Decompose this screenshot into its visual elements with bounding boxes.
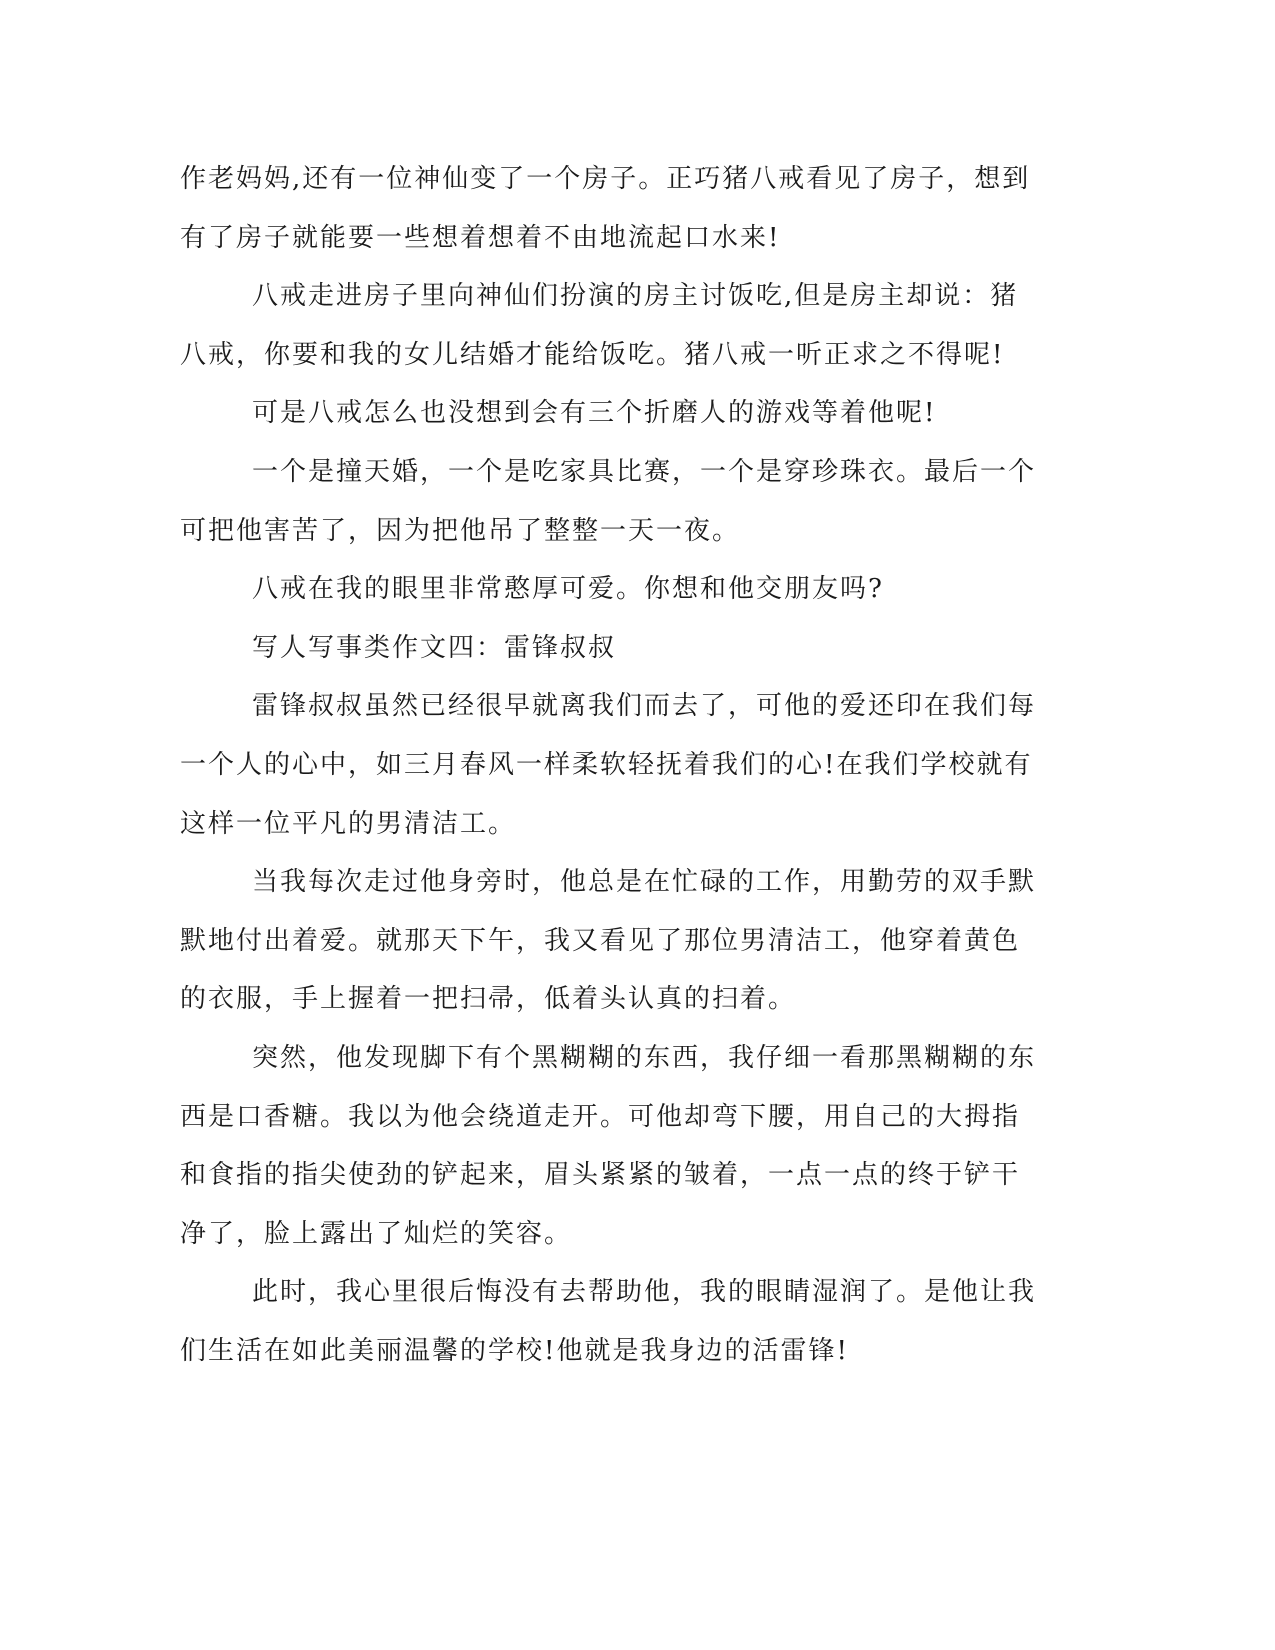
paragraph-4: 一个是撞天婚，一个是吃家具比赛，一个是穿珍珠衣。最后一个可把他害苦了，因为把他吊了整整一天一夜。 <box>180 456 1037 546</box>
section-heading: 写人写事类作文四：雷锋叔叔 <box>252 632 617 663</box>
paragraph-5: 八戒在我的眼里非常憨厚可爱。你想和他交朋友吗? <box>252 574 884 605</box>
paragraph-2: 八戒走进房子里向神仙们扮演的房主讨饭吃,但是房主却说：猪八戒，你要和我的女儿结婚才能给饭吃。猪八戒一听正求之不得呢! <box>180 281 1019 370</box>
paragraph-3: 可是八戒怎么也没想到会有三个折磨人的游戏等着他呢! <box>252 398 937 429</box>
paragraph-7: 雷锋叔叔虽然已经很早就离我们而去了，可他的爱还印在我们每一个人的心中，如三月春风一样柔软轻抚着我们的心!在我们学校就有这样一位平凡的男清洁工。 <box>180 691 1037 839</box>
paragraph-10: 此时，我心里很后悔没有去帮助他，我的眼睛湿润了。是他让我们生活在如此美丽温馨的学校!他就是我身边的活雷锋! <box>180 1277 1037 1366</box>
paragraph-1: 作老妈妈,还有一位神仙变了一个房子。正巧猪八戒看见了房子，想到有了房子就能要一些想着想着不由地流起口水来! <box>180 164 1031 253</box>
paragraph-8: 当我每次走过他身旁时，他总是在忙碌的工作，用勤劳的双手默默地付出着爱。就那天下午，我又看见了那位男清洁工，他穿着黄色的衣服，手上握着一把扫帚，低着头认真的扫着。 <box>180 867 1037 1015</box>
paragraph-9: 突然，他发现脚下有个黑糊糊的东西，我仔细一看那黑糊糊的东西是口香糖。我以为他会绕道走开。可他却弯下腰，用自己的大拇指和食指的指尖使劲的铲起来，眉头紧紧的皱着，一点一点的终于铲干净了，脸上露出了灿烂的笑容。 <box>180 1042 1037 1249</box>
